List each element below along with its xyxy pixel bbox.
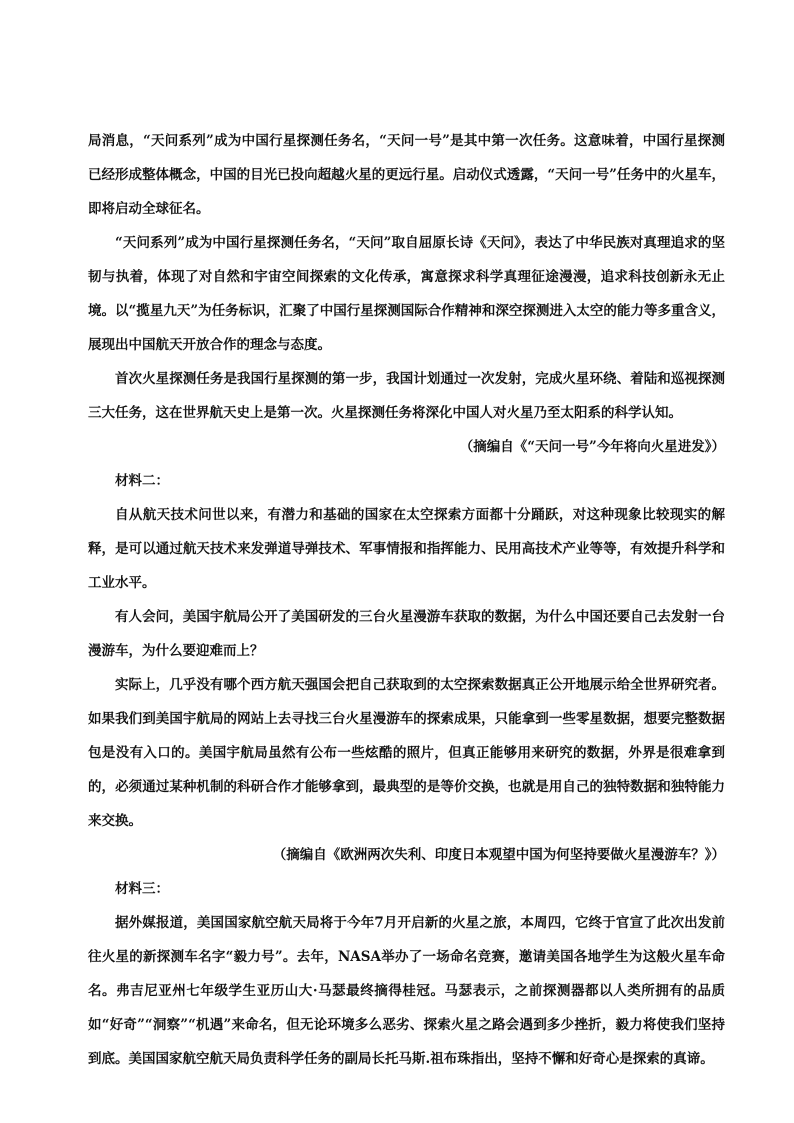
- source-citation-2: （摘编自《欧洲两次失利、印度日本观望中国为何坚持要做火星漫游车？》）: [272, 847, 725, 863]
- paragraph-3: 首次火星探测任务是我国行星探测的第一步，我国计划通过一次发射，完成火星环绕、着陆和巡视探测三大任务，这在世界航天史上是第一次。火星探测任务将深化中国人对火星乃至太阳系的科学认知。: [88, 371, 725, 421]
- document-body: [88, 124, 725, 1076]
- paragraph-1: 局消息，“天问系列”成为中国行星探测任务名，“天问一号”是其中第一次任务。这意味着，中国行星探测已经形成整体概念，中国的目光已投向超越火星的更远行星。启动仪式透露，“天问一号”任务中的火星车，即将启动全球征名。: [88, 133, 725, 217]
- paragraph-5: 有人会问，美国宇航局公开了美国研发的三台火星漫游车获取的数据，为什么中国还要自己去发射一台漫游车，为什么要迎难而上？: [88, 609, 725, 659]
- section-heading-material-3: 材料三：: [115, 881, 169, 897]
- paragraph-7: 据外媒报道，美国国家航空航天局将于今年7月开启新的火星之旅，本周四，它终于官宣了此次出发前往火星的新探测车名字“毅力号”。去年，NASA举办了一场命名竞赛，邀请美国各地学生为这般火星车命名。弗吉尼亚州七年级学生亚历山大·马瑟最终摘得桂冠。马瑟表示，之前探测器都以人类所拥有的品质如“好奇”“洞察”“机遇”来命名，但无论环境多么恶劣、探索火星之路会遇到多少挫折，毅力将使我们坚持到底。美国国家航空航天局负责科学任务的副局长托马斯.祖布珠指出，坚持不懈和好奇心是探索的真谛。: [88, 915, 725, 1067]
- paragraph-6: 实际上，几乎没有哪个西方航天强国会把自己获取到的太空探索数据真正公开地展示给全世界研究者。如果我们到美国宇航局的网站上去寻找三台火星漫游车的探索成果，只能拿到一些零星数据，想要完整数据包是没有入口的。美国宇航局虽然有公布一些炫酷的照片，但真正能够用来研究的数据，外界是很难拿到的，必须通过某种机制的科研合作才能够拿到，最典型的是等价交换，也就是用自己的独特数据和独特能力来交换。: [88, 677, 725, 829]
- paragraph-2: “天问系列”成为中国行星探测任务名，“天问”取自屈原长诗《天问》，表达了中华民族对真理追求的坚韧与执着，体现了对自然和宇宙空间探索的文化传承，寓意探求科学真理征途漫漫，追求科技创新永无止境。以“揽星九天”为任务标识，汇聚了中国行星探测国际合作精神和深空探测进入太空的能力等多重含义，展现出中国航天开放合作的理念与态度。: [88, 235, 725, 353]
- section-heading-material-2: 材料二：: [115, 473, 169, 489]
- paragraph-4: 自从航天技术问世以来，有潜力和基础的国家在太空探索方面都十分踊跃，对这种现象比较现实的解释，是可以通过航天技术来发弹道导弹技术、军事情报和指挥能力、民用高技术产业等等，有效提升科学和工业水平。: [88, 507, 725, 591]
- source-citation-1: （摘编自《“天问一号”今年将向火星进发》）: [459, 439, 725, 455]
